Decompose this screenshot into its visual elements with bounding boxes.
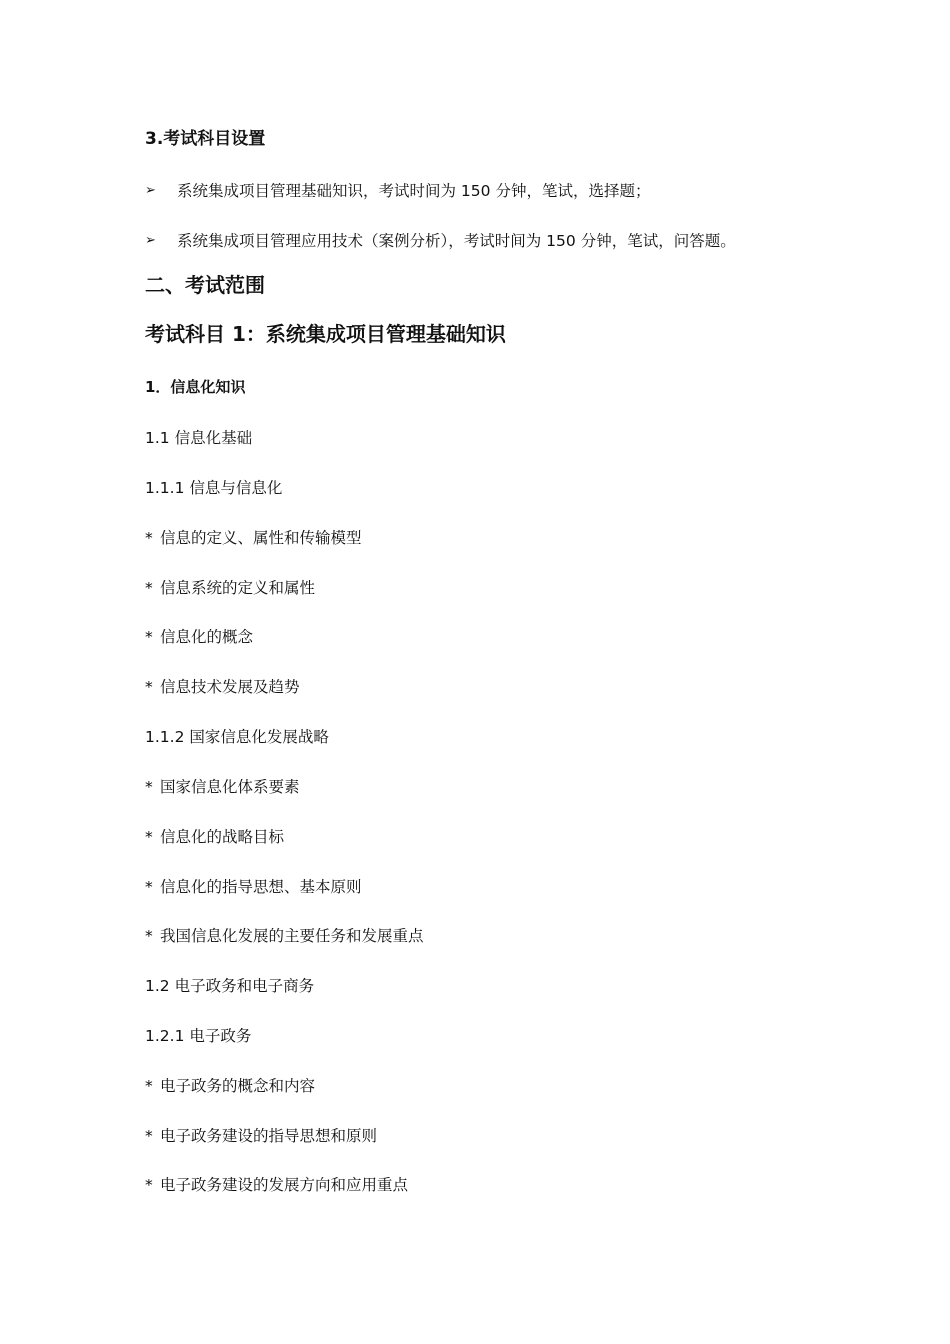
outline-bullet <box>145 1173 408 1195</box>
star-bullet-icon: * <box>145 1077 153 1095</box>
star-bullet-icon: * <box>145 828 153 846</box>
outline-bullet <box>145 675 300 697</box>
star-bullet-icon: * <box>145 1176 153 1194</box>
outline-bullet-text: 信息系统的定义和属性 <box>160 579 316 597</box>
outline-bullet-text: 电子政务建设的发展方向和应用重点 <box>160 1176 409 1194</box>
star-bullet-icon: * <box>145 628 153 646</box>
outline-bullet-text: 信息的定义、属性和传输模型 <box>160 529 362 547</box>
outline-line: 1.1 信息化基础 <box>145 429 253 447</box>
outline-bullet-text: 电子政务的概念和内容 <box>160 1077 316 1095</box>
outline-line: 1.2 电子政务和电子商务 <box>145 977 315 995</box>
outline-bullet-text: 电子政务建设的指导思想和原则 <box>160 1127 378 1145</box>
outline-bullet-text: 信息化的概念 <box>160 628 254 646</box>
outline-bullet-text: 信息技术发展及趋势 <box>160 678 300 696</box>
star-bullet-icon: * <box>145 1127 153 1145</box>
arrow-bullet-icon: ➢ <box>145 182 156 198</box>
outline-line: 1.1.1 信息与信息化 <box>145 479 283 497</box>
part-2-title: 二、考试范围 <box>145 273 265 297</box>
outline-bullet <box>145 875 362 897</box>
outline-bullet <box>145 775 300 797</box>
outline-bullet <box>145 576 315 598</box>
outline-line: 1.1.2 国家信息化发展战略 <box>145 728 329 746</box>
outline-bullet-text: 国家信息化体系要素 <box>160 778 300 796</box>
subject-item-2 <box>145 229 736 251</box>
outline-bullet-text: 我国信息化发展的主要任务和发展重点 <box>160 927 424 945</box>
star-bullet-icon: * <box>145 678 153 696</box>
outline-bullet-text: 信息化的战略目标 <box>160 828 285 846</box>
star-bullet-icon: * <box>145 579 153 597</box>
subject-item-1 <box>145 179 650 201</box>
outline-bullet <box>145 1074 315 1096</box>
outline-bullet <box>145 625 253 647</box>
star-bullet-icon: * <box>145 529 153 547</box>
outline-bullet <box>145 924 424 946</box>
outline-bullet <box>145 825 284 847</box>
outline-bullet <box>145 526 362 548</box>
outline-line: 1.2.1 电子政务 <box>145 1027 252 1045</box>
section-3-title: 3.考试科目设置 <box>145 129 266 149</box>
subject-item-text: 系统集成项目管理基础知识，考试时间为 150 分钟，笔试，选择题； <box>177 182 651 200</box>
star-bullet-icon: * <box>145 927 153 945</box>
star-bullet-icon: * <box>145 778 153 796</box>
subject-1-title: 考试科目 1：系统集成项目管理基础知识 <box>145 322 506 346</box>
outline-bullet <box>145 1124 377 1146</box>
arrow-bullet-icon: ➢ <box>145 232 156 248</box>
star-bullet-icon: * <box>145 878 153 896</box>
chapter-1-title: 1．信息化知识 <box>145 378 246 396</box>
outline-bullet-text: 信息化的指导思想、基本原则 <box>160 878 362 896</box>
subject-item-text: 系统集成项目管理应用技术（案例分析），考试时间为 150 分钟，笔试，问答题。 <box>177 232 736 250</box>
